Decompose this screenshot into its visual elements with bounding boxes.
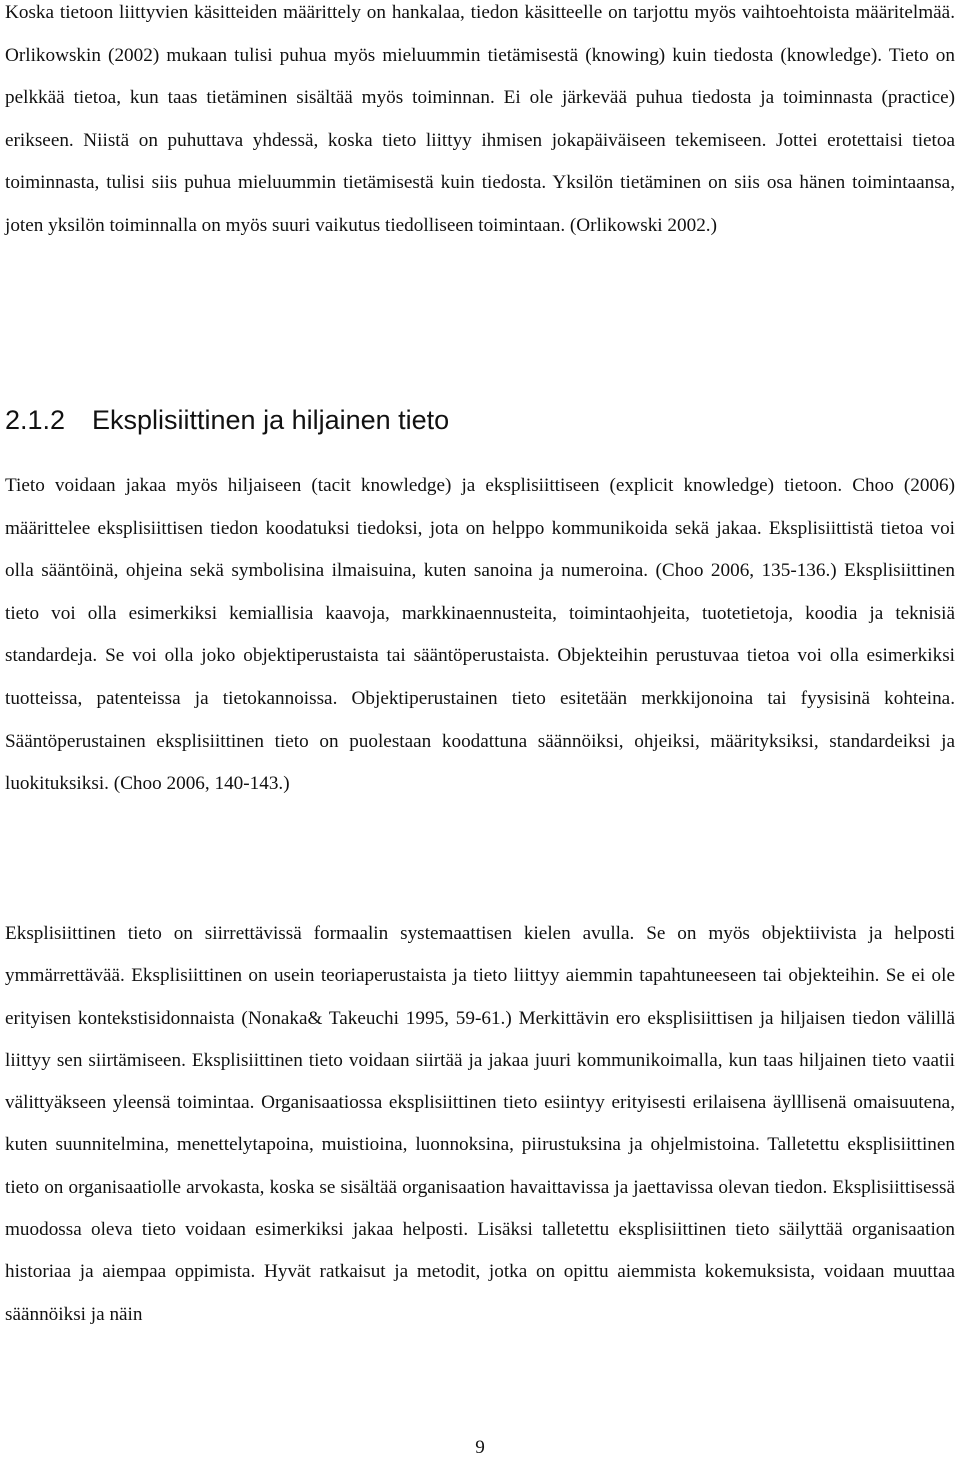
paragraph-knowing: Koska tietoon liittyvien käsitteiden määrittely on hankalaa, tiedon käsitteelle on tarjottu myös vaihtoehtoista määritelmää. Orlikowskin (2002) mukaan tulisi puhua myös mieluummin tietämisestä (knowing) kuin tiedosta (knowledge). Tieto on pelkkää tietoa, kun taas tietäminen sisältää myös toiminnan. Ei ole järkevää puhua tiedosta ja toiminnasta (practice) erikseen. Niistä on puhuttava yhdessä, koska tieto liittyy ihmisen jokapäiväiseen tekemiseen. Jottei erotettaisi tietoa toiminnasta, tulisi siis puhua mieluummin tietämisestä kuin tiedosta. Yksilön tietäminen on siis osa hänen toimintaansa, joten yksilön toiminnalla on myös suuri vaikutus tiedolliseen toimintaan. (Orlikowski 2002.) xyxy=(5,2,955,236)
section-title: Eksplisiittinen ja hiljainen tieto xyxy=(92,405,450,435)
paragraph-explicit-knowledge: Tieto voidaan jakaa myös hiljaiseen (tacit knowledge) ja eksplisiittiseen (explicit knowledge) tietoon. Choo (2006) määrittelee eksplisiittisen tiedon koodatuksi tiedoksi, jota on helppo kommunikoida sekä jakaa. Eksplisiittistä tietoa voi olla sääntöinä, ohjeina sekä symbolisina ilmaisuina, kuten sanoina ja numeroina. (Choo 2006, 135-136.) Eksplisiittinen tieto voi olla esimerkiksi kemiallisia kaavoja, markkinaennusteita, toimintaohjeita, tuotetietoja, koodia ja teknisiä standardeja. Se voi olla joko objektiperustaista tai sääntöperustaista. Objekteihin perustuvaa tietoa voi olla esimerkiksi tuotteissa, patenteissa ja tietokannoissa. Objektiperustainen tieto esitetään merkkijonoina tai fyysisinä kohteina. Sääntöperustainen eksplisiittinen tieto on puolestaan koodattuna säännöiksi, ohjeiksi, määrityksiksi, standardeiksi ja luokituksiksi. (Choo 2006, 140-143.) xyxy=(5,475,955,795)
paragraph-explicit-transfer: Eksplisiittinen tieto on siirrettävissä formaalin systemaattisen kielen avulla. Se on myös objektiivista ja helposti ymmärrettävää. Eksplisiittinen on usein teoriaperustaista ja tieto liittyy aiemmin tapahtuneeseen tai objekteihin. Se ei ole erityisen kontekstisidonnaista (Nonaka& Takeuchi 1995, 59-61.) Merkittävin ero eksplisiittisen ja hiljaisen tiedon välillä liittyy sen siirtämiseen. Eksplisiittinen tieto voidaan siirtää ja jakaa juuri kommunikoimalla, kun taas hiljainen tieto vaatii välittyäkseen yleensä toimintaa. Organisaatiossa eksplisiittinen tieto esiintyy erityisesti erilaisena äylllisenä omaisuutena, kuten suunnitelmina, menettelytapoina, muistioina, luonnoksina, piirustuksina ja ohjelmistoina. Talletettu eksplisiittinen tieto on organisaatiolle arvokasta, koska se sisältää organisaation havaittavissa ja jaettavissa olevan tiedon. Eksplisiittisessä muodossa oleva tieto voidaan esimerkiksi jakaa helposti. Lisäksi talletettu eksplisiittinen tieto säilyttää organisaation historiaa ja aiempaa oppimista. Hyvät ratkaisut ja metodit, jotka on opittu aiemmista kokemuksista, voidaan muuttaa säännöiksi ja näin xyxy=(5,923,955,1325)
page-number: 9 xyxy=(475,1437,485,1458)
section-number: 2.1.2 xyxy=(5,405,66,435)
section-heading xyxy=(5,400,449,440)
